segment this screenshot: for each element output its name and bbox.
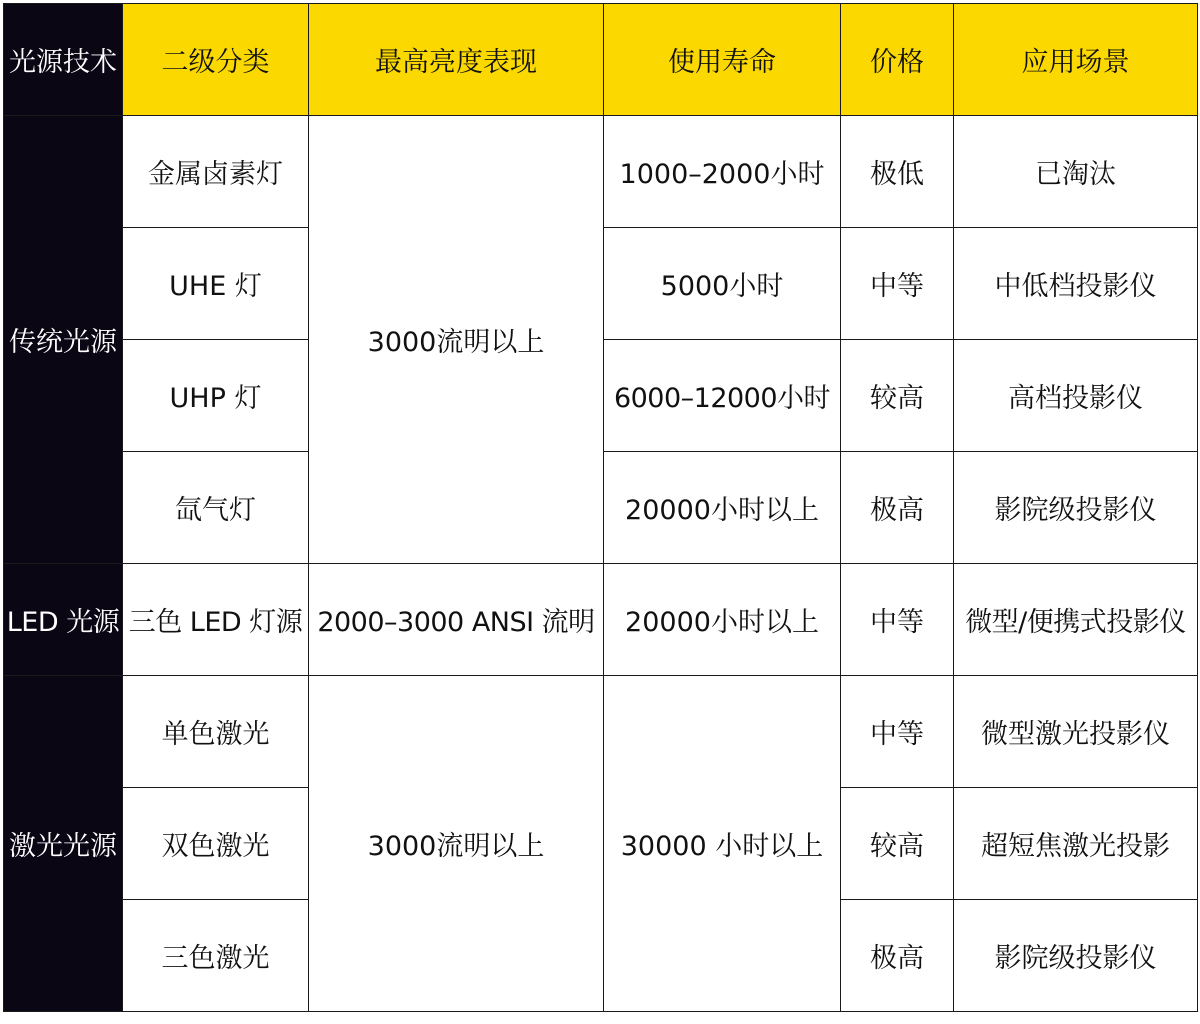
subcategory-cell: 单色激光: [123, 676, 309, 788]
subcategory-cell: 双色激光: [123, 788, 309, 900]
subcategory-cell: 氙气灯: [123, 452, 309, 564]
subcategory-cell: UHP 灯: [123, 340, 309, 452]
brightness-cell: 3000流明以上: [309, 116, 604, 564]
usage-cell: 超短焦激光投影: [954, 788, 1198, 900]
usage-cell: 影院级投影仪: [954, 452, 1198, 564]
subcategory-cell: UHE 灯: [123, 228, 309, 340]
light-source-table: [3, 3, 1198, 1012]
price-cell: 极低: [841, 116, 954, 228]
table-row: [4, 564, 1198, 676]
table-row: [4, 116, 1198, 228]
lifespan-cell: 20000小时以上: [604, 564, 841, 676]
brightness-cell: 3000流明以上: [309, 676, 604, 1012]
usage-cell: 已淘汰: [954, 116, 1198, 228]
header-row: [4, 4, 1198, 116]
price-cell: 中等: [841, 676, 954, 788]
category-traditional: 传统光源: [4, 116, 123, 564]
usage-cell: 中低档投影仪: [954, 228, 1198, 340]
header-subcategory: 二级分类: [123, 4, 309, 116]
usage-cell: 影院级投影仪: [954, 900, 1198, 1012]
light-source-comparison: [3, 3, 1198, 1012]
subcategory-cell: 三色 LED 灯源: [123, 564, 309, 676]
lifespan-cell: 5000小时: [604, 228, 841, 340]
price-cell: 极高: [841, 900, 954, 1012]
usage-cell: 微型激光投影仪: [954, 676, 1198, 788]
header-lifespan: 使用寿命: [604, 4, 841, 116]
header-price: 价格: [841, 4, 954, 116]
brightness-cell: 2000–3000 ANSI 流明: [309, 564, 604, 676]
lifespan-cell: 20000小时以上: [604, 452, 841, 564]
price-cell: 较高: [841, 788, 954, 900]
price-cell: 中等: [841, 564, 954, 676]
subcategory-cell: 三色激光: [123, 900, 309, 1012]
price-cell: 中等: [841, 228, 954, 340]
price-cell: 极高: [841, 452, 954, 564]
lifespan-cell: 6000–12000小时: [604, 340, 841, 452]
header-tech: 光源技术: [4, 4, 123, 116]
category-led: LED 光源: [4, 564, 123, 676]
usage-cell: 高档投影仪: [954, 340, 1198, 452]
lifespan-cell: 30000 小时以上: [604, 676, 841, 1012]
header-brightness: 最高亮度表现: [309, 4, 604, 116]
price-cell: 较高: [841, 340, 954, 452]
header-usage: 应用场景: [954, 4, 1198, 116]
lifespan-cell: 1000–2000小时: [604, 116, 841, 228]
category-laser: 激光光源: [4, 676, 123, 1012]
subcategory-cell: 金属卤素灯: [123, 116, 309, 228]
usage-cell: 微型/便携式投影仪: [954, 564, 1198, 676]
table-row: [4, 676, 1198, 788]
